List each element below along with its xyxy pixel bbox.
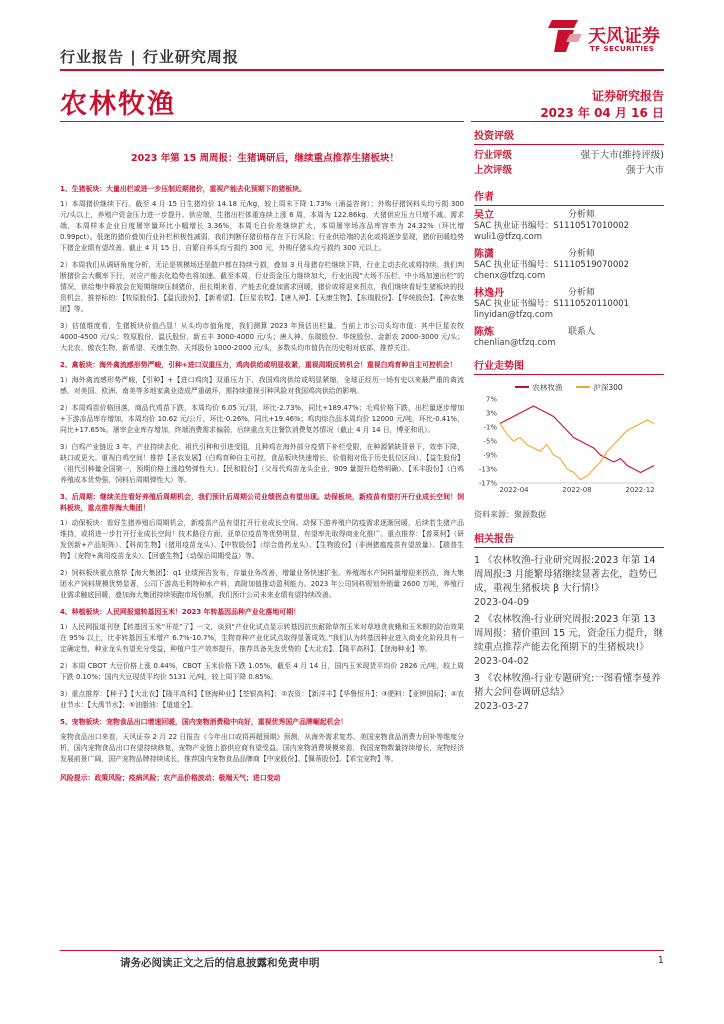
author-name: 陈炼 xyxy=(474,327,494,338)
legend-swatch xyxy=(515,386,529,388)
y-tick-label: -1% xyxy=(483,423,497,432)
author-cert: SAC 执业证书编号：S1110517010002 xyxy=(474,221,630,231)
author-entry xyxy=(474,249,664,282)
related-report-title: 2 《农林牧渔-行业研究周报:2023 年第 13 周周报：猪价重回 15 元，资金压力提升，继续重点推荐产能去化预期下的生猪板块!》 xyxy=(474,614,664,653)
logo-mark-icon xyxy=(544,16,584,56)
logo-text: 天风证券 xyxy=(588,26,660,47)
author-email[interactable]: wuli1@tfzq.com xyxy=(474,232,543,242)
y-tick-label: -5% xyxy=(483,437,497,446)
related-report-title: 3 《农林牧渔-行业专题研究:一图看懂李曼养猪大会问卷调研总结》 xyxy=(474,673,661,698)
authors-list xyxy=(474,210,664,349)
section-heading: 4、种植板块：人民网报道转基因玉米！2023 年转基因品种产业化落地可期！ xyxy=(60,608,300,616)
x-tick-label: 2022-12 xyxy=(625,486,655,494)
y-tick-label: -13% xyxy=(478,465,497,474)
body-paragraph: 3）估值维度看，生猪板块价值凸显！从头均市值角度，我们测算 2023 年预估出栏量，当前上市公司头均市值：其中巨星农牧 4000-4500 元/头；牧原股份、温氏股份、新五丰 3000-4000 元/头；唐人神、东瑞股份、华统股份、金新农 2000-3000 元/头；大北农、傲农生物、新希望、天康生物、天邦股份 1000-2000 元/头，多数头均市值仍在历史相对底部，推荐关注。 xyxy=(60,322,464,352)
related-report-title: 1 《农林牧渔-行业研究周报:2023 年第 14 周周报:3 月能繁母猪继续显著去化，趋势已成，重视生猪板块 β 大行情!》 xyxy=(474,555,658,594)
related-title: 相关报告 xyxy=(474,528,664,548)
author-role: 联系人 xyxy=(568,327,596,337)
author-name: 吴立 xyxy=(474,210,494,221)
y-tick-label: -9% xyxy=(483,451,497,460)
body-paragraph: 2）本周鸡苗价格回落，商品代鸡苗下跌，本周均价 6.05 元/羽，环比-2.73%，同比+189.47%；毛鸡价格下跌，出栏量逐步增加+下游冻品库存增加，本周均价 10.62 元/公斤，环比-0.26%，同比+19.46%；鸡肉综合品本周均价 12000 元/吨，环比-0.41%，同比+17.65%。屠宰企业库存增加，终端消费需求偏弱，后续重点关注餐饮消费复苏情况（截止 4 月 14 日，博亚和讯）。 xyxy=(60,404,464,434)
industry-rating-label: 行业评级 xyxy=(474,150,513,161)
y-tick-label: 7% xyxy=(485,395,497,404)
related-report-date: 2023-04-09 xyxy=(474,597,530,608)
series-line xyxy=(500,420,654,480)
risk-warning: 风险提示：政策风险；疫病风险；农产品价格波动；极端天气；进口变动 xyxy=(60,774,281,782)
industry-rating xyxy=(474,148,664,163)
trend-chart xyxy=(474,381,664,520)
section-heading: 2、禽板块：海外禽流感形势严峻，引种+进口双重压力，鸡肉供给或明显收紧，重视周期反转机会！重视白鸡育种自主可控机会！ xyxy=(60,361,457,369)
industry-rating-value: 强于大市(维持评级) xyxy=(580,150,664,161)
section-heading: 3、后周期：继续关注看好养殖后周期机会，我们预计后周期公司业绩拐点有望出现。动保板块，新疫苗有望打开行业成长空间！饲料板块，重点推荐海大集团！ xyxy=(60,493,464,512)
body-paragraph: 2）饲料板块重点推荐【海大集团】：q1 业绩预告发布，存量业务改善，增量业务快速扩张。养殖端水产饲料量增迎来拐点，海大集团水产饲料规模优势显著，公司下游高毛利特种水产料，高附加值推动盈利能力。2023 年公司饲料规划外销量 2600 万吨，养殖行业需求触底回暖，叠加海大集团持续领跑市场份额，我们预计公司未来业绩有望持续改善。 xyxy=(60,569,464,599)
related-report[interactable] xyxy=(474,613,664,669)
body-paragraph: 1）动保板块：看好生猪养殖后周期机会，新疫苗产品有望打开行业成长空间。动保下游养殖户防疫需求逐渐回暖，后续若生猪产品维持，或将进一步打开行业成长空间！技术路径方面，亚单位疫苗等优势明显，有望率先取得商业化推广。重点推荐：【普莱柯】（研发创新+产品矩阵）、【科前生物】（猪用疫苗龙头）、【中牧股份】（综合兽药龙头）、【生物股份】（非洲猪瘟疫苗有望放量）、【瑞普生物】（宠物+禽用疫苗龙头）、【回盛生物】（动保后周期受益）等。 xyxy=(60,519,464,560)
related-report-date: 2023-03-27 xyxy=(474,701,530,712)
author-role: 分析师 xyxy=(568,210,596,220)
author-entry xyxy=(474,327,664,349)
author-email[interactable]: linyidan@tfzq.com xyxy=(474,310,554,320)
author-entry xyxy=(474,210,664,243)
body-paragraph: 1）海外禽流感形势严峻，【引种】+【进口鸡肉】双重压力下，我国鸡肉供给或明显紧缩，全球正经历一场有史以来最严重的禽流感，对美国、欧洲、南美等多地家禽业造成严重破坏，需持续重视引种风险对我国鸡肉供给的影响。 xyxy=(60,376,464,395)
author-name: 陈潇 xyxy=(474,249,494,260)
x-tick-label: 2022-04 xyxy=(499,486,529,494)
section-heading: 5、宠物板块：宠物食品出口增速回暖，国内宠物消费稳中向好，重视优秀国产品牌崛起机会！ xyxy=(60,718,348,726)
related-report-date: 2023-04-02 xyxy=(474,656,530,667)
author-entry xyxy=(474,288,664,321)
prev-rating xyxy=(474,163,664,178)
rating-title: 投资评级 xyxy=(474,125,664,145)
body-paragraph: 2）本周我们从调研角度分析，无论是规模场还是散户都在持续亏损，叠加 3 月母猪存栏继续下降，行业主动去化或将持续。我们判断猪价会大概率下行，对应产能去化趋势也将加速。截至本周，行业资金压力继续加大，行业出现“大场不压栏、中小场加速出栏”的情况，供给集中释放会在短期继续压制猪价，但长期来看，产能去化叠加需求回暖，猪价或将迎来拐点，我们继续看好生猪板块的投资机会，推荐标的：【牧原股份】、【温氏股份】、【新希望】、【巨星农牧】、【唐人神】、【天康生物】、【东瑞股份】、【华统股份】、【神农集团】等。 xyxy=(60,261,464,313)
related-report[interactable] xyxy=(474,672,664,714)
footer-rule xyxy=(60,950,664,951)
report-type: 证券研究报告 xyxy=(591,89,664,103)
y-tick-label: -17% xyxy=(478,479,497,488)
trend-chart-svg xyxy=(474,393,664,503)
y-tick-label: 3% xyxy=(485,409,497,418)
tf-securities-logo xyxy=(544,16,664,62)
authors-title: 作者 xyxy=(474,186,664,206)
body-paragraph: 1）人民网报道刊登【转基因玉米“开花”了】一文，谈到“产业化试点显示转基因抗虫耐除草剂玉米对草地贪夜蛾和玉米螟的防治效果在 95% 以上，比非转基因玉米增产 6.7%-10.7%，生物育种产业化试点取得显著成效。”我们认为转基因种业进入商业化阶段具有一定确定性，种业龙头有望充分受益，种植户生产效率提升，推荐具备先发优势的【大北农】、【隆平高科】、【登海种业】等。 xyxy=(60,623,464,653)
legend-label: 农林牧渔 xyxy=(532,382,563,392)
page-number: 1 xyxy=(657,955,664,966)
report-date: 2023 年 04 月 16 日 xyxy=(540,106,664,120)
chart-legend xyxy=(474,381,664,393)
legend-swatch xyxy=(576,386,590,388)
author-email[interactable]: chenx@tfzq.com xyxy=(474,271,546,281)
author-role: 分析师 xyxy=(568,288,596,298)
sidebar xyxy=(474,125,664,717)
chart-source: 资料来源：聚源数据 xyxy=(474,510,546,519)
related-reports xyxy=(474,554,664,714)
legend-item xyxy=(515,382,562,393)
body-paragraph: 3）重点推荐：【种子】【大北农】【隆平高科】【登海种业】【荃银高科】；②农资：【新洋丰】【华鲁恒升】；③肥料：【亚钾国际】；④农业节水：【大禹节水】；⑤油脂油：【道道全】。 xyxy=(60,690,464,709)
report-subtitle: 2023 年第 15 周周报：生猪调研后，继续重点推荐生猪板块！ xyxy=(130,153,400,164)
legend-label: 沪深300 xyxy=(593,382,623,392)
author-cert: SAC 执业证书编号：S1110520110001 xyxy=(474,299,630,309)
title-rule xyxy=(60,121,464,122)
related-report[interactable] xyxy=(474,554,664,610)
author-email[interactable]: chenlian@tfzq.com xyxy=(474,338,556,348)
prev-rating-value: 强于大市 xyxy=(625,165,664,176)
author-role: 分析师 xyxy=(568,249,596,259)
series-line xyxy=(500,406,654,473)
body-paragraph: 2）本周 CBOT 大豆价格上涨 0.44%，CBOT 玉米价格下跌 1.05%，截至 4 月 14 日，国内玉米现货平均价 2826 元/吨，较上周下跌 0.10%；国内大豆现货平均价 5131 元/吨，较上周下降 0.85%。 xyxy=(60,662,464,681)
body-paragraph: 1）本周猪价继续下行。截至 4 月 15 日生猪均价 14.18 元/kg，较上周末下降 1.73%（涌益咨询）；外购仔猪饲料头均亏损 300 元/头以上，养殖户资金压力进一步提升。供应端，生猪出栏体重连续上涨 6 周，本周为 122.86kg，大猪供应压力只增不减。需求端，本周样本企业日度屠宰量环比小幅增长 3.36%，本周毛白价差继续扩大，本周屠宰场冻品库容率为 24.32%（环比增 0.99pct）。低迷的猪价叠加行业补栏积极性减弱，我们判断仔猪价格存在下行风险；行业供给端的去化或将逐步显现，猪价回暖趋势下猪企业绩有望改善。截止 4 月 15 日，自繁自养头均亏损约 300 元，外购仔猪头均亏损约 300 元以上。 xyxy=(60,200,464,252)
legend-item xyxy=(576,382,622,393)
report-body xyxy=(60,184,464,788)
prev-rating-label: 上次评级 xyxy=(474,165,513,176)
x-tick-label: 2022-08 xyxy=(562,486,592,494)
body-paragraph: 3）白鸡产业链近 3 年，产业持续去化，祖代引种和引进受阻，且种鸡在海外部分疫情下补栏受限，在种源紧缺背景下，效率下降，缺口或更大。重视白鸡空间！推荐【圣农发展】（白鸡育种自主可控，食品板块快速增长，价值相对低于历史低位区间）、【益生股份】（祖代引种量全国第一，预期价格上涨趋势弹性大）、【民和股份】（父母代鸡苗龙头企业，909 量提升趋势明确）、【禾丰股份】（白鸡养殖成本优势强，饲料后周期弹性大）等。 xyxy=(60,443,464,484)
trend-title: 行业走势图 xyxy=(474,355,664,375)
header-rule xyxy=(60,69,664,71)
author-name: 林逸丹 xyxy=(474,288,504,299)
author-cert: SAC 执业证书编号：S1110519070002 xyxy=(474,260,630,270)
sidebar-rule xyxy=(471,121,664,122)
report-category: 行业报告 | 行业研究周报 xyxy=(60,48,239,66)
section-heading: 1、生猪板块：大量出栏或进一步压制近期猪价，重视产能去化预期下的猪板块。 xyxy=(60,185,306,193)
logo-subtext: TF SECURITIES xyxy=(590,45,655,53)
industry-title: 农林牧渔 xyxy=(60,89,176,120)
body-paragraph: 宠物食品出口来看，天风证券 2 月 22 日报告《今年出口或将再超预期》预测，从海外需求复苏、美国宠物食品消费力回补等维度分析，国内宠物食品出口有望持续修复，宠物产业链上游供应商有望受益。国内宠物消费规模来看，我国宠物数量持续增长，宠物经济发展前景广阔，国产宠物品牌持续成长，推荐国内宠物食品品牌商【中宠股份】、【佩蒂股份】、【乖宝宠物】等。 xyxy=(60,733,464,763)
disclaimer: 请务必阅读正文之后的信息披露和免责申明 xyxy=(120,957,320,969)
